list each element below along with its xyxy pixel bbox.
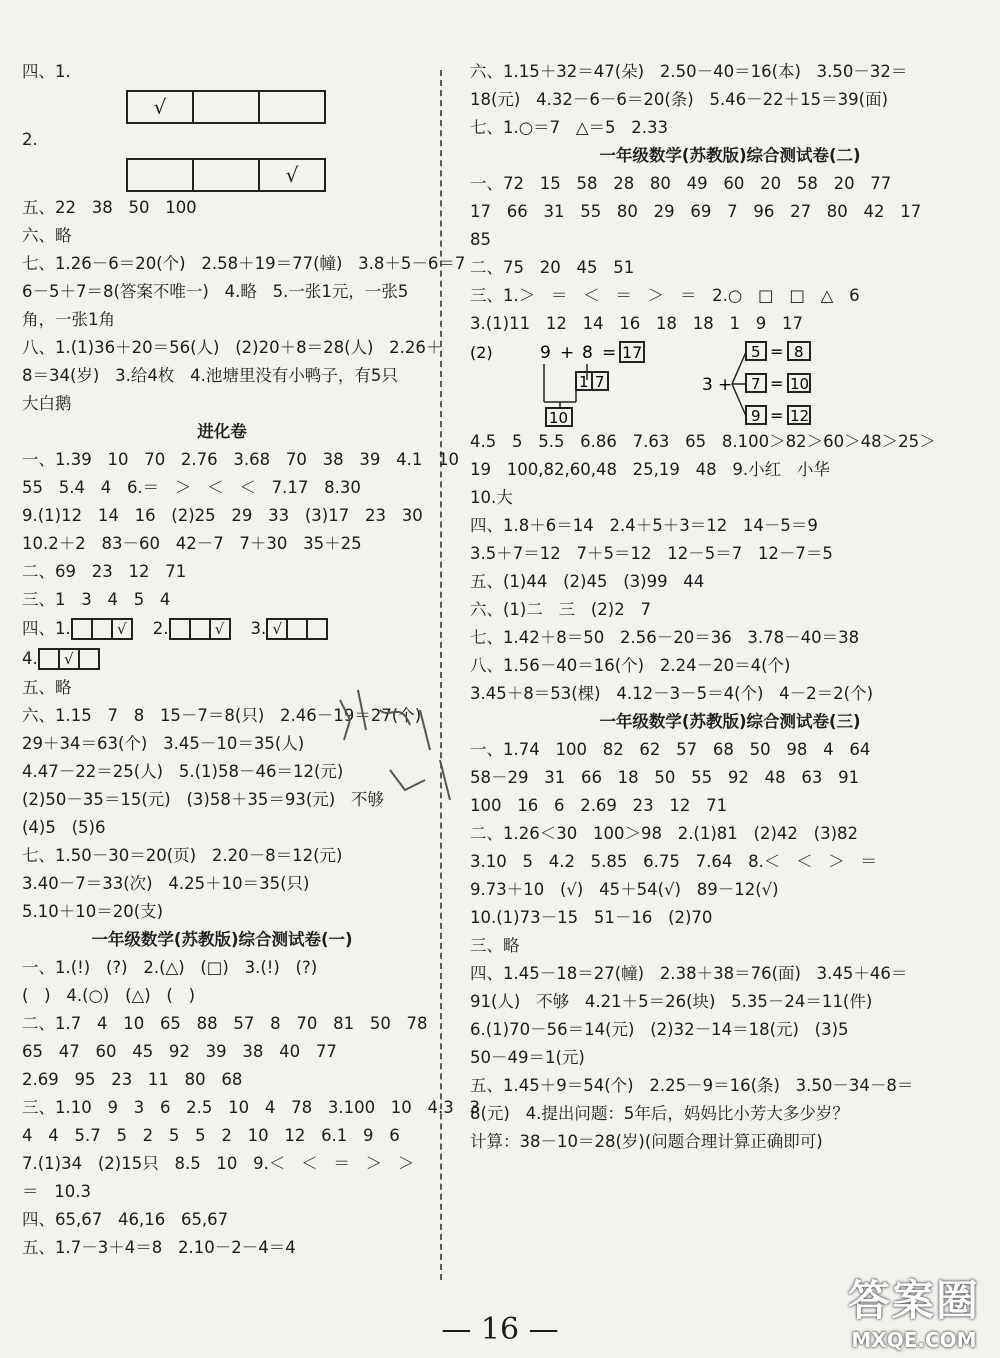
answer-line: 一、72 15 58 28 80 49 60 20 58 20 77 (470, 174, 892, 193)
answer-line: 91(人) 不够 4.21＋5＝26(块) 5.35－24＝11(件) (470, 992, 873, 1011)
checkbox-answer-row (22, 614, 422, 644)
answer-line: 二、1.26＜30 100＞98 2.(1)81 (2)42 (3)82 (470, 824, 859, 843)
answer-box (192, 158, 260, 192)
tree-number: 5 (751, 343, 761, 361)
answer-line: 七、1.50－30＝20(页) 2.20－8＝12(元) (22, 846, 343, 865)
answer-line: 17 66 31 55 80 29 69 7 96 27 80 42 17 (470, 202, 922, 221)
answer-line: 2. (22, 130, 38, 149)
tree-number: 1 (579, 373, 589, 391)
answer-box: √ (209, 618, 231, 640)
answer-line: 五、1.7－3＋4＝8 2.10－2－4＝4 (22, 1238, 296, 1257)
answer-box (192, 90, 260, 124)
left-column (22, 58, 481, 1262)
answer-box: √ (258, 158, 326, 192)
answer-line: 3.40－7＝33(次) 4.25＋10＝35(只) (22, 874, 310, 893)
tree-operator: = (602, 343, 617, 363)
answer-line: 3.45＋8＝53(棵) 4.12－3－5＝4(个) 4－2＝2(个) (470, 684, 874, 703)
answer-line: 二、75 20 45 51 (470, 258, 635, 277)
answer-line: 一、1.74 100 82 62 57 68 50 98 4 64 (470, 740, 871, 759)
section-heading: 一年级数学(苏教版)综合测试卷(一) (91, 930, 353, 949)
decomposition-svg (470, 338, 890, 428)
answer-label: 四、1. (22, 619, 71, 638)
answer-line: 100 16 6 2.69 23 12 71 (470, 796, 728, 815)
answer-line: 五、22 38 50 100 (22, 198, 197, 217)
number-decomposition-diagram (470, 338, 990, 428)
answer-line: 65 47 60 45 92 39 38 40 77 (22, 1042, 337, 1061)
answer-box (169, 618, 191, 640)
answer-line: 4 4 5.7 5 2 5 5 2 10 12 6.1 9 6 (22, 1126, 400, 1145)
tree-number: 9 (540, 343, 551, 363)
answer-line: 3.10 5 4.2 5.85 6.75 7.64 8.＜ ＜ ＞ ＝ (470, 852, 878, 871)
section-heading: 进化卷 (197, 422, 247, 441)
answer-box (38, 648, 60, 670)
answer-line: 四、1. (22, 62, 71, 81)
answer-line: 85 (470, 230, 491, 249)
answer-line: 3.(1)11 12 14 16 18 18 1 9 17 (470, 314, 803, 333)
answer-line: 5.10＋10＝20(支) (22, 902, 164, 921)
answer-line: 18(元) 4.32－6－6＝20(条) 5.46－22＋15＝39(面) (470, 90, 889, 109)
answer-line: 五、(1)44 (2)45 (3)99 44 (470, 572, 705, 591)
answer-line: 角，一张1角 (22, 310, 115, 329)
answer-box-group (128, 90, 422, 122)
answer-line: 4.5 5 5.5 6.86 7.63 65 8.100＞82＞60＞48＞25＞ (470, 432, 936, 451)
answer-line: 50－49＝1(元) (470, 1048, 585, 1067)
answer-line: ( ) 4.(○) (△) ( ) (22, 986, 196, 1005)
answer-line: 计算：38－10＝28(岁)(问题合理计算正确即可) (470, 1132, 823, 1151)
answer-box (306, 618, 328, 640)
answer-line: 4.47－22＝25(人) 5.(1)58－46＝12(元) (22, 762, 344, 781)
tree-operator: = (770, 406, 784, 425)
answer-box: √ (111, 618, 133, 640)
answer-line: 10.2＋2 83－60 42－7 7＋30 35＋25 (22, 534, 362, 553)
answer-line: 三、1.10 9 3 6 2.5 10 4 78 3.100 10 4.3 3 (22, 1098, 481, 1117)
answer-line: 五、略 (22, 678, 72, 697)
tree-number: 12 (790, 407, 810, 425)
answer-box (189, 618, 211, 640)
answer-line: 六、略 (22, 226, 72, 245)
answer-line: 三、1.＞ ＝ ＜ ＝ ＞ ＝ 2.○ □ □ △ 6 (470, 286, 860, 305)
answer-line: 3.5＋7＝12 7＋5＝12 12－5＝7 12－7＝5 (470, 544, 833, 563)
answer-line: 29＋34＝63(个) 3.45－10＝35(人) (22, 734, 305, 753)
section-heading: 一年级数学(苏教版)综合测试卷(二) (599, 146, 861, 165)
tree-label: (2) (470, 343, 493, 362)
answer-line: 三、1 3 4 5 4 (22, 590, 171, 609)
tree-operator: + (718, 375, 733, 395)
answer-box (71, 618, 93, 640)
answer-line: 10.大 (470, 488, 513, 507)
answer-line: 2.69 95 23 11 80 68 (22, 1070, 243, 1089)
tree-number: 17 (622, 343, 643, 362)
answer-line: 四、1.45－18＝27(幢) 2.38＋38＝76(面) 3.45＋46＝ (470, 964, 908, 983)
answer-line: 55 5.4 4 6.＝ ＞ ＜ ＜ 7.17 8.30 (22, 478, 361, 497)
watermark-url: MXQE.COM (851, 1328, 977, 1352)
answer-line: 三、略 (470, 936, 520, 955)
checkbox-answer-row (22, 644, 422, 674)
answer-line: 六、1.15＋32＝47(朵) 2.50－40＝16(本) 3.50－32＝ (470, 62, 908, 81)
answer-line: ＝ 10.3 (22, 1182, 91, 1201)
answer-line: 10.(1)73－15 51－16 (2)70 (470, 908, 713, 927)
tree-number: 10 (790, 375, 810, 393)
answer-line: 五、1.45＋9＝54(个) 2.25－9＝16(条) 3.50－34－8＝ (470, 1076, 914, 1095)
answer-line: 6－5＋7＝8(答案不唯一) 4.略 5.一张1元，一张5 (22, 282, 409, 301)
answer-box: √ (58, 648, 80, 670)
tree-operator: = (770, 374, 784, 393)
answer-line: 七、1.42＋8＝50 2.56－20＝36 3.78－40＝38 (470, 628, 860, 647)
tree-operator: = (770, 342, 784, 361)
answer-box: √ (266, 618, 288, 640)
answer-box (286, 618, 308, 640)
tree-branch (732, 384, 746, 416)
answer-line: (2)50－35＝15(元) (3)58＋35＝93(元) 不够 (22, 790, 384, 809)
answer-line: 19 100,82,60,48 25,19 48 9.小红 小华 (470, 460, 830, 479)
section-heading: 一年级数学(苏教版)综合测试卷(三) (599, 712, 861, 731)
answer-line: 七、1.26－6＝20(个) 2.58＋19＝77(幢) 3.8＋5－6＝7 (22, 254, 466, 273)
tree-number: 7 (751, 375, 761, 393)
answer-line: 58－29 31 66 18 50 55 92 48 63 91 (470, 768, 860, 787)
answer-line: 八、1.56－40＝16(个) 2.24－20＝4(个) (470, 656, 791, 675)
answer-line: 8(元) 4.提出问题：5年后，妈妈比小芳大多少岁？ (470, 1104, 849, 1123)
answer-box-group (128, 158, 422, 190)
answer-line: (4)5 (5)6 (22, 818, 106, 837)
answer-label: 2. (152, 619, 169, 638)
tree-operator: + (560, 343, 575, 363)
tree-number: 9 (751, 407, 761, 425)
answer-line: 六、(1)二 三 (2)2 7 (470, 600, 651, 619)
tree-number: 10 (549, 409, 569, 427)
answer-line: 二、69 23 12 71 (22, 562, 187, 581)
answer-box: √ (126, 90, 194, 124)
answer-line: 一、1.(!) (?) 2.(△) (□) 3.(!) (?) (22, 958, 318, 977)
watermark-title: 答案圈 (847, 1276, 980, 1325)
tree-number: 8 (582, 343, 593, 363)
handwritten-scribble (330, 680, 490, 830)
answer-line: 6.(1)70－56＝14(元) (2)32－14＝18(元) (3)5 (470, 1020, 849, 1039)
site-watermark (848, 1268, 980, 1352)
answer-line: 四、1.8＋6＝14 2.4＋5＋3＝12 14－5＝9 (470, 516, 818, 535)
tree-number: 8 (794, 343, 804, 361)
page-number: — 16 — (441, 1312, 559, 1347)
answer-line: 二、1.7 4 10 65 88 57 8 70 81 50 78 (22, 1014, 428, 1033)
answer-line: 8＝34(岁) 3.给4枚 4.池塘里没有小鸭子，有5只 (22, 366, 398, 385)
answer-box (126, 158, 194, 192)
answer-line: 四、65,67 46,16 65,67 (22, 1210, 229, 1229)
answer-line: 八、1.(1)36＋20＝56(人) (2)20＋8＝28(人) 2.26＋ (22, 338, 443, 357)
tree-branch (732, 352, 746, 384)
answer-box (78, 648, 100, 670)
tree-number: 7 (595, 373, 605, 391)
answer-line: 七、1.○＝7 △＝5 2.33 (470, 118, 669, 137)
answer-box (258, 90, 326, 124)
answer-label: 4. (22, 649, 38, 668)
right-column (470, 58, 990, 1156)
answer-line: 六、1.15 7 8 15－7＝8(只) 2.46－19＝27(个) (22, 706, 422, 725)
answer-label: 3. (250, 619, 267, 638)
answer-line: 7.(1)34 (2)15只 8.5 10 9.＜ ＜ ＝ ＞ ＞ (22, 1154, 415, 1173)
answer-line: 一、1.39 10 70 2.76 3.68 70 38 39 4.1 10 (22, 450, 460, 469)
tree-number: 3 (702, 375, 713, 395)
answer-line: 9.(1)12 14 16 (2)25 29 33 (3)17 23 30 (22, 506, 423, 525)
answer-line: 9.73＋10 (√) 45＋54(√) 89－12(√) (470, 880, 779, 899)
answer-line: 大白鹅 (22, 394, 72, 413)
answer-box (91, 618, 113, 640)
